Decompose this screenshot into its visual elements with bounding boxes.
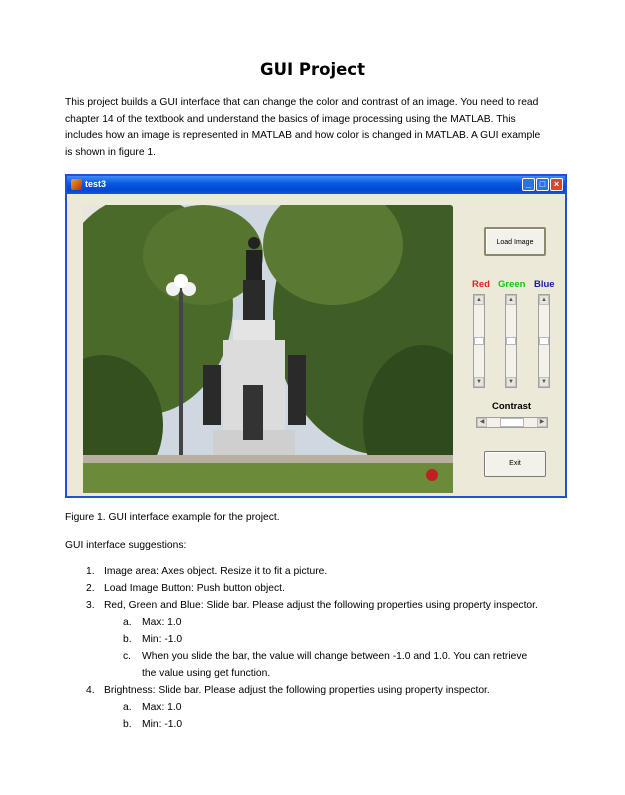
slider-thumb[interactable]: [539, 337, 549, 345]
slider-down-arrow-icon[interactable]: ▼: [506, 377, 516, 387]
list-number: c.: [123, 651, 132, 662]
load-image-button[interactable]: Load Image: [484, 227, 546, 256]
minimize-button[interactable]: _: [522, 178, 535, 191]
list-number: a.: [123, 617, 132, 628]
intro-line: includes how an image is represented in MATLAB and how color is changed in MATLAB. A GUI example: [65, 130, 541, 142]
page-title: GUI Project: [260, 60, 365, 79]
slider-up-arrow-icon[interactable]: ▲: [506, 295, 516, 305]
window-titlebar: [67, 176, 565, 194]
list-number: a.: [123, 702, 132, 713]
list-number: 3.: [86, 600, 95, 611]
green-slider[interactable]: [505, 294, 517, 388]
list-text: Brightness: Slide bar. Please adjust the following properties using property inspector.: [104, 685, 490, 696]
exit-button[interactable]: Exit: [484, 451, 546, 477]
window-title: test3: [85, 179, 107, 189]
slider-thumb[interactable]: [474, 337, 484, 345]
maximize-button[interactable]: □: [536, 178, 549, 191]
list-number: b.: [123, 634, 132, 645]
slider-up-arrow-icon[interactable]: ▲: [539, 295, 549, 305]
red-slider[interactable]: [473, 294, 485, 388]
list-text: Min: -1.0: [142, 634, 183, 645]
slider-left-arrow-icon[interactable]: ◀: [477, 418, 487, 427]
intro-paragraph: [65, 95, 570, 161]
list-number: 4.: [86, 685, 95, 696]
slider-thumb[interactable]: [500, 418, 524, 427]
close-button[interactable]: ×: [550, 178, 563, 191]
image-axes: [83, 205, 453, 493]
slider-right-arrow-icon[interactable]: ▶: [537, 418, 547, 427]
blue-slider[interactable]: [538, 294, 550, 388]
list-text: Red, Green and Blue: Slide bar. Please adjust the following properties using property inspector.: [104, 600, 538, 611]
list-text: Image area: Axes object. Resize it to fit a picture.: [104, 566, 328, 577]
list-text: Load Image Button: Push button object.: [104, 583, 285, 594]
list-text: Min: -1.0: [142, 719, 183, 730]
list-text: the value using get function.: [142, 668, 271, 679]
blue-label: Blue: [534, 279, 555, 290]
contrast-slider[interactable]: [476, 417, 548, 428]
figure-caption: Figure 1. GUI interface example for the project.: [65, 512, 280, 523]
intro-line: chapter 14 of the textbook and understand the basics of image processing using the MATLAB. This: [65, 113, 516, 125]
matlab-icon: [71, 179, 82, 190]
slider-down-arrow-icon[interactable]: ▼: [539, 377, 549, 387]
gui-window-figure: [65, 174, 567, 498]
slider-up-arrow-icon[interactable]: ▲: [474, 295, 484, 305]
statue-photo: [83, 205, 453, 493]
suggestions-heading: GUI interface suggestions:: [65, 540, 187, 551]
green-label: Green: [498, 279, 526, 290]
intro-line: This project builds a GUI interface that can change the color and contrast of an image. You need to read: [65, 97, 539, 108]
red-label: Red: [472, 279, 490, 290]
list-number: 2.: [86, 583, 95, 594]
list-number: b.: [123, 719, 132, 730]
contrast-label: Contrast: [492, 401, 532, 412]
list-number: 1.: [86, 566, 95, 577]
list-text: Max: 1.0: [142, 617, 182, 628]
intro-line: is shown in figure 1.: [65, 146, 157, 158]
slider-down-arrow-icon[interactable]: ▼: [474, 377, 484, 387]
list-text: When you slide the bar, the value will change between -1.0 and 1.0. You can retrieve: [142, 651, 528, 662]
slider-thumb[interactable]: [506, 337, 516, 345]
list-text: Max: 1.0: [142, 702, 182, 713]
